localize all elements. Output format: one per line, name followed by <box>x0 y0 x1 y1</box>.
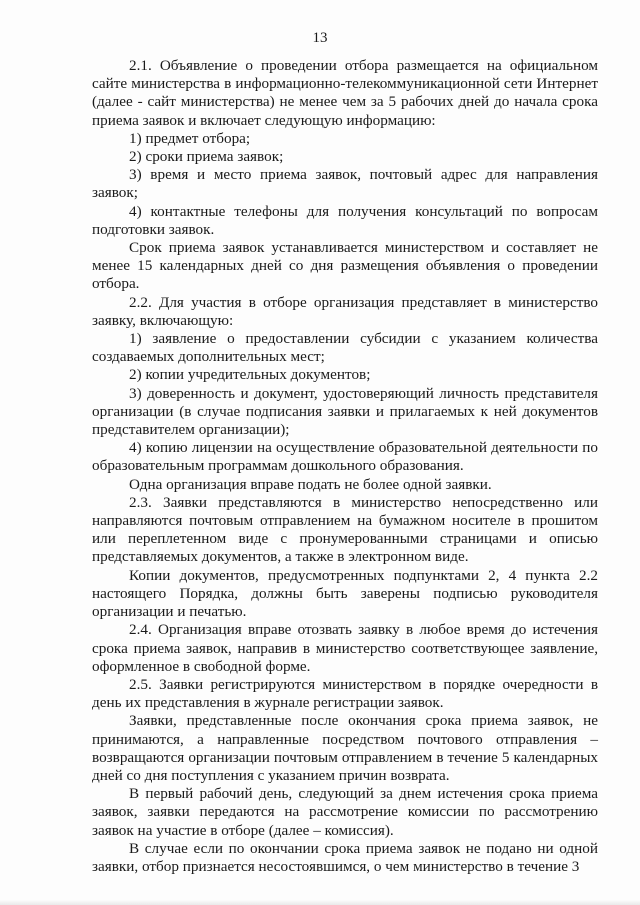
document-body <box>92 57 598 876</box>
paragraph-one-application: Одна организация вправе подать не более одной заявки. <box>129 475 492 493</box>
list-item-application: 1) заявление о предоставлении субсидии с указанием количества создаваемых дополнительных мест; <box>92 330 598 366</box>
list-item-place: 3) время и место приема заявок, почтовый адрес для направления заявок; <box>92 166 598 202</box>
scan-bottom-edge <box>0 899 640 905</box>
page-number: 13 <box>312 30 328 46</box>
paragraph-no-applications: В случае если по окончании срока приема заявок не подано ни одной заявки, отбор признается несостоявшимся, о чем министерство в течение 3 <box>92 839 598 875</box>
paragraph-2-4: 2.4. Организация вправе отозвать заявку в любое время до истечения срока приема заявок, направив в министерство соответствующее заявление, оформленное в свободной форме. <box>92 621 598 675</box>
paragraph-2-2: 2.2. Для участия в отборе организация представляет в министерство заявку, включающую: <box>92 293 598 329</box>
list-item-license: 4) копию лицензии на осуществление образовательной деятельности по образовательным программам дошкольного образования. <box>92 439 598 475</box>
paragraph-2-1: 2.1. Объявление о проведении отбора размещается на официальном сайте министерства в информационно-телекоммуникационной сети Интернет (далее - сайт министерства) не менее чем за 5 рабочих дней до начала срока приема заявок и включает следующую информацию: <box>92 57 598 129</box>
paragraph-2-5: 2.5. Заявки регистрируются министерством в порядке очередности в день их представления в журнале регистрации заявок. <box>92 675 598 712</box>
paragraph-first-workday: В первый рабочий день, следующий за днем истечения срока приема заявок, заявки передаются на рассмотрение комиссии по рассмотрению заявок на участие в отборе (далее – комиссия). <box>92 785 598 839</box>
paragraph-2-3: 2.3. Заявки представляются в министерство непосредственно или направляются почтовым отправлением на бумажном носителе в прошитом или переплетенном виде с пронумерованными страницами и описью представляемых документов, а также в электронном виде. <box>92 493 598 566</box>
paragraph-late-applications: Заявки, представленные после окончания срока приема заявок, не принимаются, а направленные посредством почтового отправления – возвращаются организации почтовым отправлением в течение 5 календарных дней со дня поступления с указанием причин возврата. <box>92 712 598 784</box>
paragraph-copies-certified: Копии документов, предусмотренных подпунктами 2, 4 пункта 2.2 настоящего Порядка, должны быть заверены подписью руководителя организации и печатью. <box>92 566 598 621</box>
list-item-dates: 2) сроки приема заявок; <box>129 148 284 166</box>
list-item-phones: 4) контактные телефоны для получения консультаций по вопросам подготовки заявок. <box>92 202 598 238</box>
list-item-power-of-attorney: 3) доверенность и документ, удостоверяющий личность представителя организации (в случае подписания заявки и прилагаемых к ней документов представителем организации); <box>92 384 598 439</box>
paragraph-deadline: Срок приема заявок устанавливается министерством и составляет не менее 15 календарных дней со дня размещения объявления о проведении отбора. <box>92 239 598 293</box>
list-item-subject: 1) предмет отбора; <box>129 129 251 147</box>
list-item-charter-copies: 2) копии учредительных документов; <box>129 366 371 384</box>
